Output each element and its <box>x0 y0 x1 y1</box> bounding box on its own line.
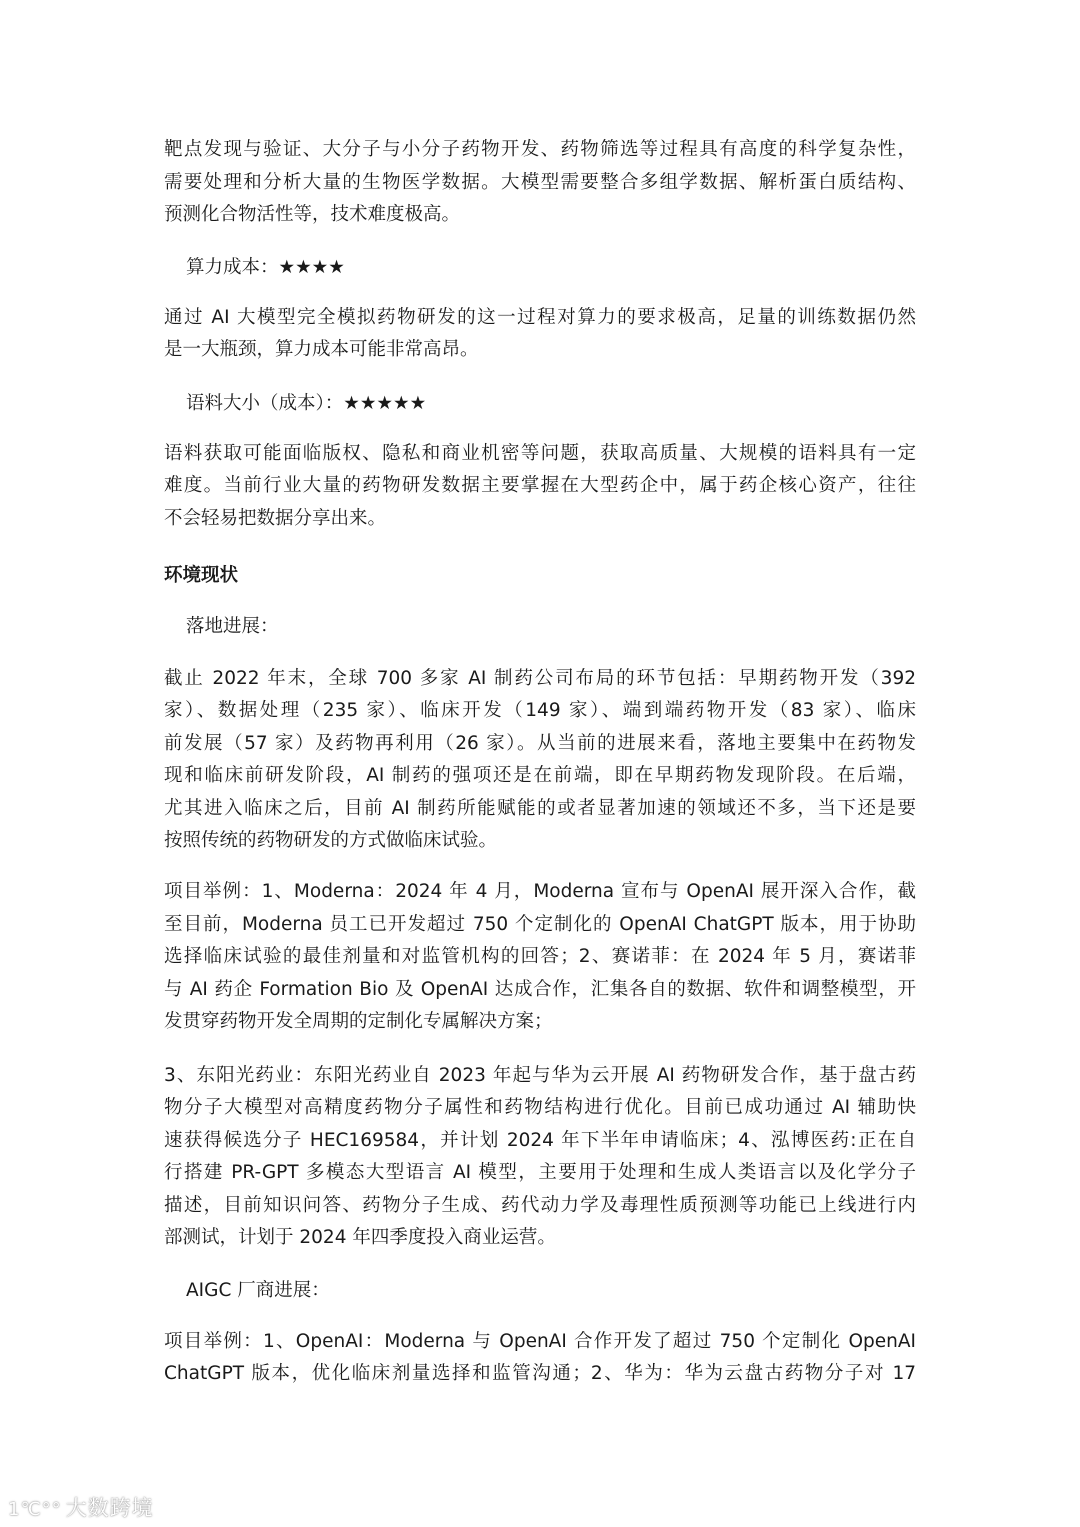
star-rating-icon: ★★★★★ <box>343 393 427 414</box>
star-rating-icon: ★★★★ <box>278 257 345 278</box>
paragraph-line: 是一大瓶颈，算力成本可能非常高昂。 <box>164 339 479 360</box>
paragraph-line: 家）、数据处理（235 家）、临床开发（149 家）、端到端药物开发（83 家）、临床 <box>164 700 916 721</box>
paragraph-line: 项目举例：1、Moderna：2024 年 4 月，Moderna 宣布与 OpenAI 展开深入合作，截 <box>164 881 916 902</box>
paragraph-line: 物分子大模型对高精度药物分子属性和药物结构进行优化。目前已成功通过 AI 辅助快 <box>164 1097 916 1118</box>
paragraph-line: 通过 AI 大模型完全模拟药物研发的这一过程对算力的要求极高，足量的训练数据仍然 <box>164 307 916 328</box>
paragraph-line: 难度。当前行业大量的药物研发数据主要掌握在大型药企中，属于药企核心资产，往往 <box>164 475 916 496</box>
paragraph-line: 描述，目前知识问答、药物分子生成、药代动力学及毒理性质预测等功能已上线进行内 <box>164 1195 916 1216</box>
section-title: 环境现状 <box>164 565 239 586</box>
paragraph-line: 部测试，计划于 2024 年四季度投入商业运营。 <box>164 1227 556 1248</box>
subsection-title: 落地进展： <box>186 616 279 637</box>
watermark-text: 大数跨境 <box>65 1496 154 1520</box>
paragraph-line: 尤其进入临床之后，目前 AI 制药所能赋能的或者显著加速的领域还不多，当下还是要 <box>164 798 916 819</box>
paragraph-line: 发贯穿药物开发全周期的定制化专属解决方案； <box>164 1011 553 1032</box>
paragraph-line: 项目举例：1、OpenAI：Moderna 与 OpenAI 合作开发了超过 750 个定制化 OpenAI <box>164 1331 916 1352</box>
compute-cost-rating <box>186 256 938 280</box>
paragraph-line: 需要处理和分析大量的生物医学数据。大模型需要整合多组学数据、解析蛋白质结构、 <box>164 172 916 193</box>
paragraph-line: 至目前，Moderna 员工已开发超过 750 个定制化的 OpenAI ChatGPT 版本，用于协助 <box>164 914 916 935</box>
watermark <box>8 1492 154 1522</box>
compute-cost-label: 算力成本： <box>186 257 279 278</box>
paragraph-line: 现和临床前研发阶段，AI 制药的强项还是在前端，即在早期药物发现阶段。在后端， <box>164 765 916 786</box>
corpus-cost-rating <box>186 392 938 416</box>
paragraph-line: ChatGPT 版本，优化临床剂量选择和监管沟通；2、华为：华为云盘古药物分子对 17 <box>164 1363 916 1384</box>
paragraph-line: 选择临床试验的最佳剂量和对监管机构的回答；2、赛诺菲：在 2024 年 5 月，赛诺菲 <box>164 946 916 967</box>
paragraph-line: 截止 2022 年末，全球 700 多家 AI 制药公司布局的环节包括：早期药物开发（392 <box>164 668 916 689</box>
corpus-cost-label: 语料大小（成本）： <box>186 393 344 414</box>
paragraph-line: 不会轻易把数据分享出来。 <box>164 508 387 529</box>
paragraph-line: 语料获取可能面临版权、隐私和商业机密等问题，获取高质量、大规模的语料具有一定 <box>164 443 916 464</box>
paragraph-line: 3、东阳光药业：东阳光药业自 2023 年起与华为云开展 AI 药物研发合作，基于盘古药 <box>164 1065 916 1086</box>
paragraph-line: 前发展（57 家）及药物再利用（26 家）。从当前的进展来看，落地主要集中在药物发 <box>164 733 916 754</box>
paragraph-line: 按照传统的药物研发的方式做临床试验。 <box>164 830 498 851</box>
paragraph-line: 行搭建 PR-GPT 多模态大型语言 AI 模型，主要用于处理和生成人类语言以及化学分子 <box>164 1162 916 1183</box>
paragraph-line: 与 AI 药企 Formation Bio 及 OpenAI 达成合作，汇集各自的数据、软件和调整模型，开 <box>164 979 916 1000</box>
watermark-logo-icon: 1℃°° <box>8 1499 62 1520</box>
subsection-title: AIGC 厂商进展： <box>186 1280 330 1301</box>
paragraph-line: 靶点发现与验证、大分子与小分子药物开发、药物筛选等过程具有高度的科学复杂性， <box>164 139 916 160</box>
paragraph-line: 速获得候选分子 HEC169584，并计划 2024 年下半年申请临床；4、泓博医药:正在自 <box>164 1130 916 1151</box>
paragraph-line: 预测化合物活性等，技术难度极高。 <box>164 204 461 225</box>
